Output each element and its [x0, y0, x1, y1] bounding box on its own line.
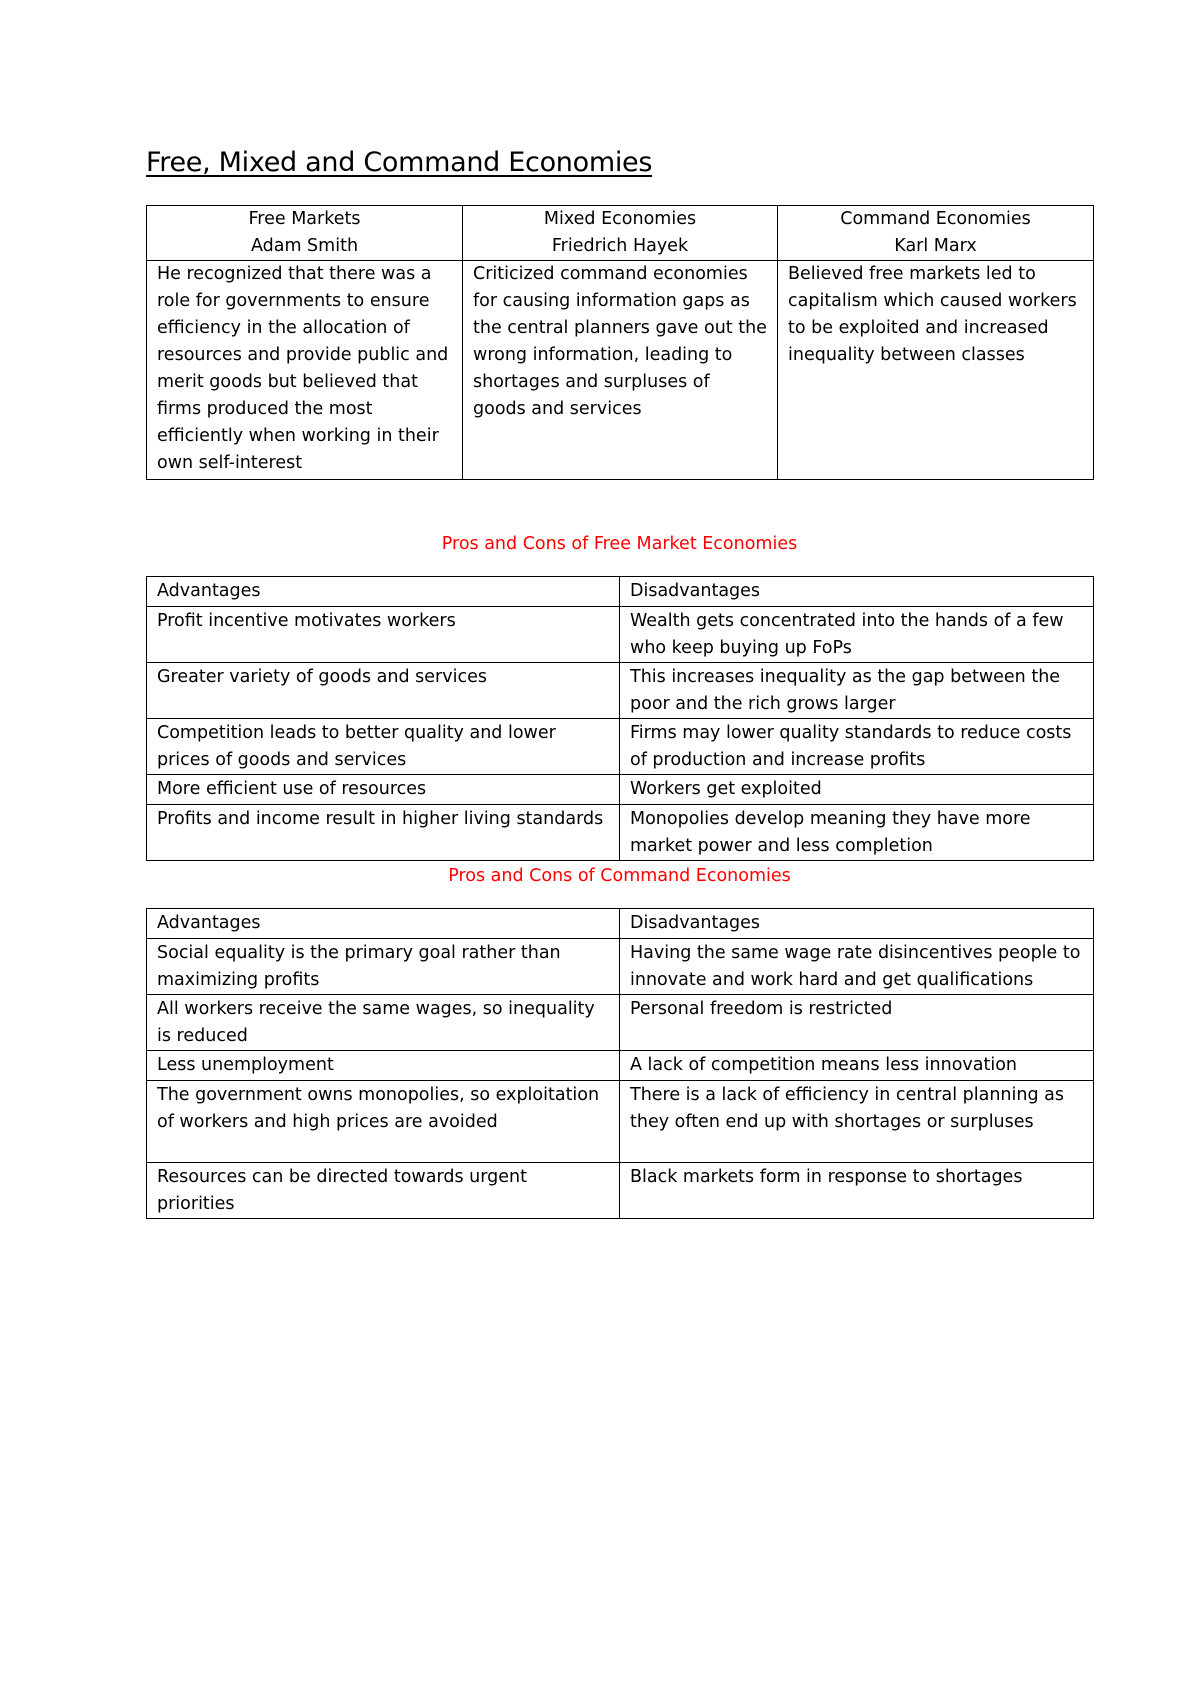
advantages-header: Advantages: [147, 909, 620, 939]
disadvantage-cell: This increases inequality as the gap between the poor and the rich grows larger: [620, 663, 1094, 719]
column-header-free-markets: [147, 206, 463, 261]
description-command-economies: Believed free markets led to capitalism which caused workers to be exploited and increased inequality between classes: [778, 261, 1094, 480]
disadvantage-cell: Personal freedom is restricted: [620, 995, 1094, 1051]
disadvantages-header: Disadvantages: [620, 909, 1094, 939]
disadvantage-cell: Workers get exploited: [620, 775, 1094, 805]
economist-name: Karl Marx: [894, 236, 977, 256]
table-row: [147, 719, 1094, 775]
advantage-cell: Less unemployment: [147, 1051, 620, 1081]
economists-header-row: [147, 206, 1094, 261]
table-row: [147, 1081, 1094, 1163]
column-heading: Command Economies: [840, 209, 1031, 229]
economists-description-row: [147, 261, 1094, 480]
advantage-cell: Social equality is the primary goal rather than maximizing profits: [147, 939, 620, 995]
free-market-pros-cons-table: [146, 576, 1094, 861]
description-mixed-economies: Criticized command economies for causing information gaps as the central planners gave out the wrong information, leading to shortages and surpluses of goods and services: [463, 261, 778, 480]
command-section-title: Pros and Cons of Command Economies: [448, 866, 791, 886]
disadvantage-cell: There is a lack of efficiency in central planning as they often end up with shortages or surpluses: [620, 1081, 1094, 1163]
description-free-markets: He recognized that there was a role for governments to ensure efficiency in the allocation of resources and provide public and merit goods but believed that firms produced the most efficiently when working in their own self-interest: [147, 261, 463, 480]
advantage-cell: Resources can be directed towards urgent priorities: [147, 1163, 620, 1219]
advantage-cell: More efficient use of resources: [147, 775, 620, 805]
disadvantage-cell: Black markets form in response to shortages: [620, 1163, 1094, 1219]
table-row: [147, 995, 1094, 1051]
disadvantage-cell: Wealth gets concentrated into the hands of a few who keep buying up FoPs: [620, 607, 1094, 663]
table-row: [147, 663, 1094, 719]
table-row: [147, 1051, 1094, 1081]
column-header-command-economies: [778, 206, 1094, 261]
advantage-cell: All workers receive the same wages, so inequality is reduced: [147, 995, 620, 1051]
economist-name: Adam Smith: [250, 236, 359, 256]
economist-name: Friedrich Hayek: [551, 236, 689, 256]
command-pros-cons-table: [146, 908, 1094, 1219]
table-row: [147, 1163, 1094, 1219]
disadvantage-cell: A lack of competition means less innovation: [620, 1051, 1094, 1081]
economists-table: [146, 205, 1094, 480]
advantage-cell: Profits and income result in higher living standards: [147, 805, 620, 861]
column-heading: Mixed Economies: [543, 209, 697, 229]
table-row: [147, 939, 1094, 995]
table-header-row: [147, 909, 1094, 939]
disadvantage-cell: Having the same wage rate disincentives people to innovate and work hard and get qualifications: [620, 939, 1094, 995]
disadvantage-cell: Firms may lower quality standards to reduce costs of production and increase profits: [620, 719, 1094, 775]
table-row: [147, 805, 1094, 861]
page-title: Free, Mixed and Command Economies: [146, 147, 653, 178]
column-header-mixed-economies: [463, 206, 778, 261]
advantage-cell: The government owns monopolies, so exploitation of workers and high prices are avoided: [147, 1081, 620, 1163]
advantage-cell: Profit incentive motivates workers: [147, 607, 620, 663]
disadvantages-header: Disadvantages: [620, 577, 1094, 607]
column-heading: Free Markets: [248, 209, 361, 229]
table-header-row: [147, 577, 1094, 607]
advantages-header: Advantages: [147, 577, 620, 607]
free-market-section-title: Pros and Cons of Free Market Economies: [441, 534, 798, 554]
disadvantage-cell: Monopolies develop meaning they have more market power and less completion: [620, 805, 1094, 861]
advantage-cell: Greater variety of goods and services: [147, 663, 620, 719]
table-row: [147, 775, 1094, 805]
table-row: [147, 607, 1094, 663]
advantage-cell: Competition leads to better quality and lower prices of goods and services: [147, 719, 620, 775]
